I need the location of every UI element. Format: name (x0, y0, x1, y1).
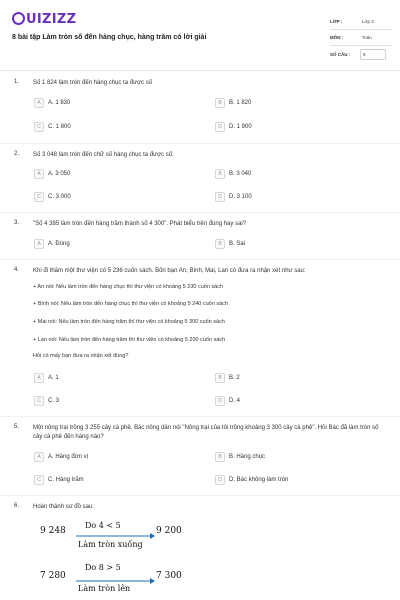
question-4-option-a[interactable] (34, 372, 59, 384)
question-divider (0, 416, 400, 417)
question-4-statement: + Lan nói: Nếu làm tròn đến hàng trăm thì thư viện có khoảng 5 200 cuốn sách (33, 337, 226, 343)
option-letter: B (215, 98, 225, 108)
question-4-option-b[interactable] (215, 372, 240, 384)
option-letter: C (34, 192, 44, 202)
diagram-1-condition: Do 4 < 5 (85, 521, 121, 530)
question-3-text: "Số 4 385 làm tròn đến hàng trăm thành số 4 300". Phát biểu trên đúng hay sai? (33, 221, 247, 227)
option-letter: C (34, 396, 44, 406)
question-4-number: 4. (14, 267, 20, 273)
option-text: C. Hàng trăm (48, 477, 84, 483)
option-text: D. 4 (229, 398, 241, 404)
option-text: B. 3 040 (229, 171, 252, 177)
question-5-option-a[interactable] (34, 451, 88, 463)
question-4-followup: Hỏi có mấy bạn đưa ra nhận xét đúng? (33, 353, 129, 359)
question-1-option-c[interactable] (34, 121, 71, 133)
option-text: A. Đúng (48, 241, 70, 247)
meta-grade-value: Lớp 3 (362, 19, 374, 24)
diagram-1-to: 9 200 (156, 526, 182, 536)
meta-count-value: 8 (360, 49, 386, 60)
question-6-text: Hoàn thành sơ đồ sau: (33, 504, 94, 510)
option-letter: A (34, 373, 44, 383)
question-1-number: 1. (14, 79, 20, 85)
diagram-2-to: 7 300 (156, 571, 182, 581)
worksheet-meta (330, 14, 392, 62)
diagram-2-condition: Do 8 > 5 (85, 563, 121, 572)
option-letter: D (215, 122, 225, 132)
option-letter: A (34, 452, 44, 462)
question-5-text: Một nông trại trồng 3 255 cây cà phê. Bác nông dân nói "Nông trại của tôi trồng khoảng 3 300 cây cà phê". Hỏi Bác đã làm tròn số cây cà phê đến hàng nào? (33, 425, 379, 440)
question-4-option-d[interactable] (215, 395, 240, 407)
meta-grade-label: LỚP : (330, 19, 343, 24)
option-text: D. 1 900 (229, 124, 252, 130)
question-divider (0, 495, 400, 496)
option-letter: D (215, 475, 225, 485)
question-2-option-b[interactable] (215, 168, 251, 180)
meta-subject-label: MÔN : (330, 35, 344, 40)
question-6-number: 6. (14, 503, 20, 509)
question-divider (0, 143, 400, 144)
question-1-option-a[interactable] (34, 97, 70, 109)
question-2-option-d[interactable] (215, 191, 252, 203)
logo-q-icon (12, 12, 25, 25)
header-divider (0, 70, 400, 71)
option-text: C. 3 (48, 398, 60, 404)
question-2-option-a[interactable] (34, 168, 70, 180)
option-text: B. Hàng chục (229, 454, 266, 460)
option-letter: B (215, 239, 225, 249)
option-letter: B (215, 452, 225, 462)
option-letter: D (215, 396, 225, 406)
option-letter: A (34, 98, 44, 108)
question-2-option-c[interactable] (34, 191, 71, 203)
question-4-text: Khi đi thăm một thư viện có 5 236 cuốn sách. Bốn bạn An, Bình, Mai, Lan có đưa ra nhận xét như sau: (33, 268, 306, 274)
option-letter: D (215, 192, 225, 202)
question-4-statement: + Mai nói: Nếu làm tròn đến hàng trăm thì thư viện có khoảng 5 300 cuốn sách (33, 319, 225, 325)
option-letter: A (34, 239, 44, 249)
question-3-option-a[interactable] (34, 238, 70, 250)
question-2-text: Số 3 048 làm tròn đến chữ số hàng chục ta được số: (33, 152, 174, 158)
meta-subject-value: Toán (362, 35, 372, 40)
question-1-option-d[interactable] (215, 121, 252, 133)
option-text: D. Bác không làm tròn (229, 477, 289, 483)
option-text: B. Sai (229, 241, 246, 247)
option-text: B. 2 (229, 375, 240, 381)
meta-count-label: SỐ CÂU : (330, 51, 351, 57)
option-text: C. 3 000 (48, 194, 71, 200)
option-text: A. 1 (48, 375, 59, 381)
option-text: B. 1 820 (229, 100, 252, 106)
question-3-number: 3. (14, 220, 20, 226)
meta-subject (330, 30, 392, 46)
question-divider (0, 259, 400, 260)
meta-grade (330, 14, 392, 30)
option-text: A. 1 830 (48, 100, 71, 106)
diagram-1-caption: Làm tròn xuống (78, 540, 143, 549)
logo-text: UIZIZZ (26, 12, 77, 27)
diagram-2-from: 7 280 (40, 571, 66, 581)
option-letter: B (215, 373, 225, 383)
question-2-number: 2. (14, 151, 20, 157)
option-text: C. 1 800 (48, 124, 71, 130)
diagram-1-arrow (76, 532, 156, 540)
diagram-1-from: 9 248 (40, 526, 66, 536)
question-4-statement: + Bình nói: Nếu làm tròn đến hàng chục thì thư viện có khoảng 5 240 cuốn sách (33, 301, 228, 307)
question-4-option-c[interactable] (34, 395, 59, 407)
option-text: A. Hàng đơn vị (48, 454, 88, 460)
question-5-option-c[interactable] (34, 474, 84, 486)
quizizz-logo (12, 12, 76, 27)
question-1-option-b[interactable] (215, 97, 251, 109)
question-5-option-d[interactable] (215, 474, 288, 486)
worksheet-title: 8 bài tập Làm tròn số đến hàng chục, hàng trăm có lời giải (12, 34, 207, 41)
diagram-2-caption: Làm tròn lên (78, 584, 131, 593)
option-letter: B (215, 169, 225, 179)
question-5-option-b[interactable] (215, 451, 265, 463)
meta-count (330, 46, 392, 62)
question-divider (0, 212, 400, 213)
worksheet-header (0, 0, 400, 64)
question-4-statement: + An nói: Nếu làm tròn đến hàng chục thì thư viện có khoảng 5 230 cuốn sách (33, 284, 224, 290)
option-letter: C (34, 122, 44, 132)
question-5-number: 5. (14, 424, 20, 430)
question-3-option-b[interactable] (215, 238, 245, 250)
option-letter: C (34, 475, 44, 485)
option-text: A. 3 050 (48, 171, 71, 177)
question-1-text: Số 1 824 làm tròn đến hàng chục ta được số (33, 80, 153, 86)
option-text: D. 3 100 (229, 194, 252, 200)
option-letter: A (34, 169, 44, 179)
